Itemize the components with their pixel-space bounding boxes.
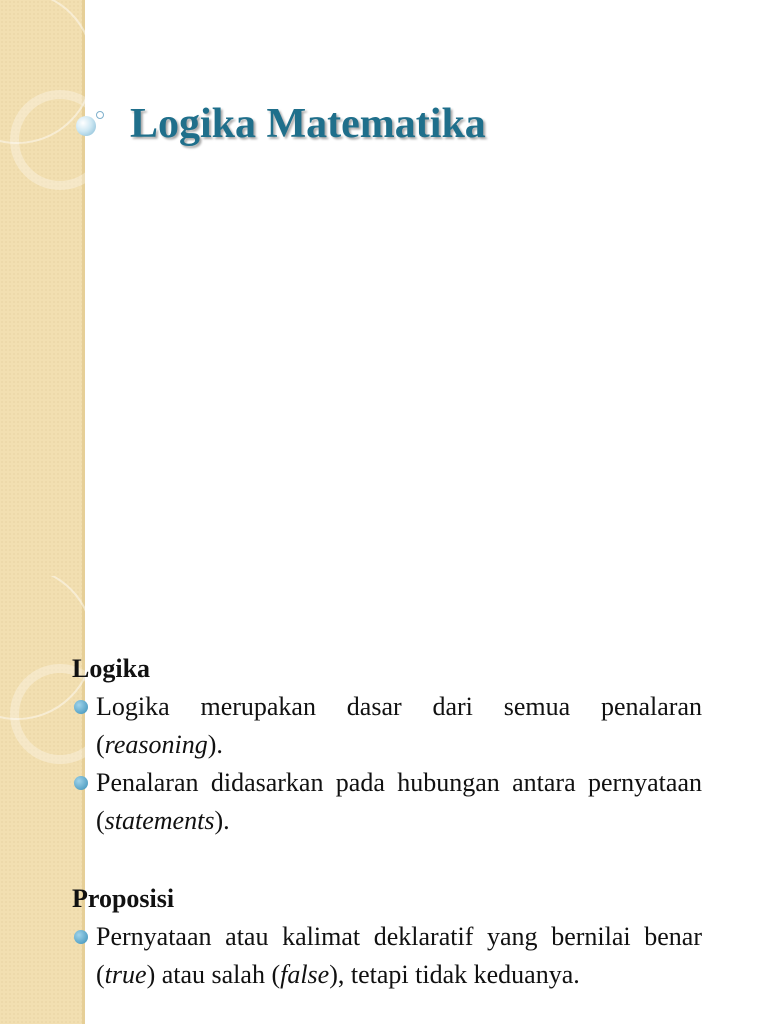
list-item (72, 764, 702, 840)
section-heading-logika: Logika (72, 654, 151, 683)
bullet-icon (74, 776, 88, 790)
slide-content (72, 650, 702, 994)
bullet-text-end: ). (214, 806, 230, 835)
bullet-text-end: ), tetapi tidak keduanya. (329, 960, 580, 989)
bullet-text: Logika merupakan dasar dari semua penalaran ( (96, 692, 702, 759)
list-item (72, 918, 702, 994)
slide-title: Logika Matematika (130, 101, 486, 147)
bullet-text-end: ). (207, 730, 223, 759)
slide-2 (0, 576, 768, 1024)
bullet-icon (74, 700, 88, 714)
small-bubble-icon (96, 111, 104, 119)
bullet-icon (74, 930, 88, 944)
bullet-text: Pernyataan atau kalimat deklaratif yang bernilai benar ( (96, 922, 702, 989)
bullet-italic-term: statements (104, 806, 215, 835)
bubble-icon (76, 116, 96, 136)
bullet-italic-term: false (280, 960, 330, 989)
bullet-italic-term: true (104, 960, 147, 989)
bullet-text-middle: ) atau salah ( (146, 960, 281, 989)
section-heading-proposisi: Proposisi (72, 884, 175, 913)
bullet-italic-term: reasoning (104, 730, 208, 759)
bullet-text: Penalaran didasarkan pada hubungan antara pernyataan ( (96, 768, 702, 835)
list-item (72, 688, 702, 764)
